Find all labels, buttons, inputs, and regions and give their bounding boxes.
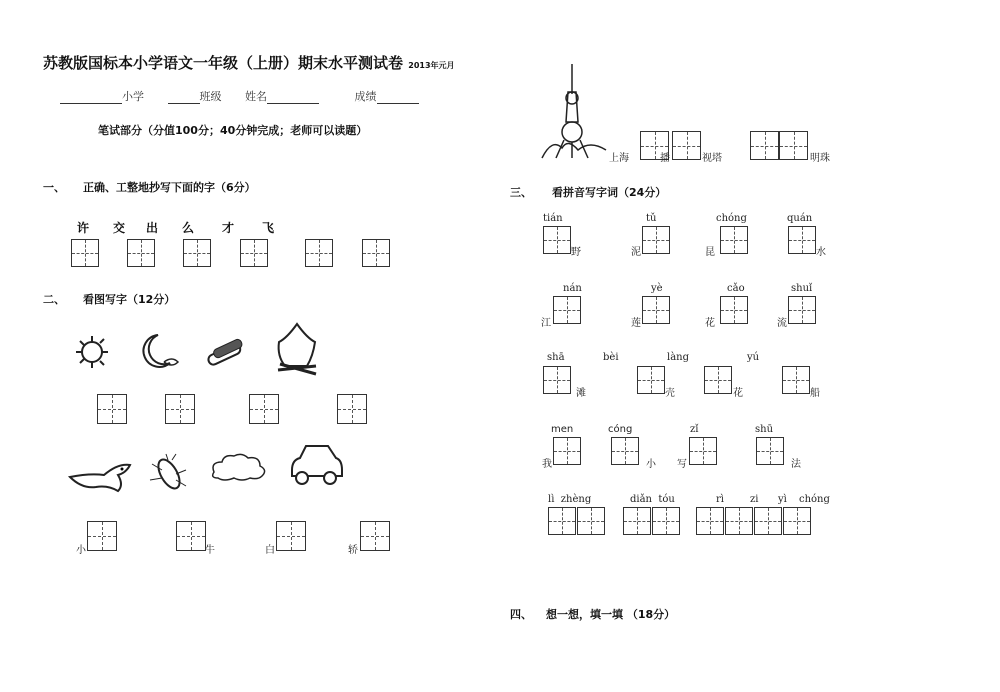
writing-grid[interactable]: [788, 296, 816, 324]
writing-grid[interactable]: [696, 507, 724, 535]
insect-picture: [146, 450, 192, 496]
pinyin: cǎo: [727, 283, 745, 294]
pinyin: chóng: [799, 494, 830, 505]
word-char: 小: [76, 545, 86, 556]
section-3-heading: [510, 184, 666, 200]
writing-grid[interactable]: [637, 366, 665, 394]
word-char: 上海: [609, 153, 629, 164]
pinyin: rì: [716, 494, 724, 505]
pinyin: chóng: [716, 213, 747, 224]
writing-grid[interactable]: [127, 239, 155, 267]
writing-grid[interactable]: [611, 437, 639, 465]
word-char: 白: [265, 545, 275, 556]
word-char: 花: [733, 388, 743, 399]
writing-grid[interactable]: [553, 296, 581, 324]
pinyin: bèi: [603, 352, 619, 363]
campfire-picture: [272, 320, 322, 378]
section-1-heading: [43, 179, 256, 195]
writing-grid[interactable]: [87, 521, 117, 551]
pinyin: shā: [547, 352, 565, 363]
word-char: 野: [571, 247, 581, 258]
section-title: 看拼音写字词（24分）: [552, 186, 667, 199]
writing-grid[interactable]: [754, 507, 782, 535]
section-num: 一、: [43, 181, 65, 194]
section-title: 想一想，填一填 （18分）: [546, 608, 676, 621]
word-char: 壳: [665, 388, 675, 399]
writing-grid[interactable]: [165, 394, 195, 424]
pinyin: yì: [778, 494, 787, 505]
writing-grid[interactable]: [720, 296, 748, 324]
writing-grid[interactable]: [725, 507, 753, 535]
section-2-heading: [43, 291, 175, 307]
pinyin: yú: [747, 352, 760, 363]
word-char: 莲: [631, 318, 641, 329]
writing-grid[interactable]: [788, 226, 816, 254]
word-char: 写: [677, 459, 687, 470]
pinyin: men: [551, 424, 574, 435]
exam-title: [43, 52, 455, 73]
word-char: 滩: [576, 388, 586, 399]
school-label: 小学: [122, 90, 144, 103]
pinyin: làng: [667, 352, 690, 363]
writing-grid[interactable]: [652, 507, 680, 535]
word-char: 流: [777, 318, 787, 329]
pinyin: lì zhèng: [548, 494, 592, 505]
pinyin: nán: [563, 283, 582, 294]
class-blank[interactable]: [168, 93, 200, 104]
pinyin: zǐ: [690, 424, 699, 435]
writing-grid[interactable]: [249, 394, 279, 424]
section-title: 正确、工整地抄写下面的字（6分）: [83, 181, 256, 194]
cloud-picture: [208, 452, 270, 482]
school-blank[interactable]: [60, 93, 122, 104]
section-num: 二、: [43, 293, 65, 306]
writing-grid[interactable]: [183, 239, 211, 267]
word-char: 我: [542, 459, 552, 470]
score-label: 成绩: [354, 90, 377, 103]
title-text: 苏教版国标本小学语文一年级（上册）期末水平测试卷: [43, 54, 404, 72]
writing-grid[interactable]: [71, 239, 99, 267]
word-char: 泥: [631, 247, 641, 258]
writing-grid[interactable]: [782, 366, 810, 394]
car-picture: [288, 440, 344, 488]
exam-date: 2013年元月: [408, 61, 455, 70]
writing-grid[interactable]: [704, 366, 732, 394]
pinyin: cóng: [608, 424, 633, 435]
pinyin: shuǐ: [791, 283, 813, 294]
writing-grid[interactable]: [543, 226, 571, 254]
pinyin: yè: [651, 283, 663, 294]
section-4-heading: [510, 606, 675, 622]
writing-grid[interactable]: [642, 226, 670, 254]
word-char: 水: [816, 247, 826, 258]
writing-grid[interactable]: [623, 507, 651, 535]
writing-grid[interactable]: [548, 507, 576, 535]
writing-grid[interactable]: [362, 239, 390, 267]
word-char: 花: [705, 318, 715, 329]
word-char: 江: [541, 318, 551, 329]
name-blank[interactable]: [267, 93, 319, 104]
writing-grid[interactable]: [672, 131, 701, 160]
pinyin: zi: [750, 494, 759, 505]
word-char: 轿: [348, 545, 358, 556]
bird-picture: [66, 455, 134, 495]
copy-char: 才: [222, 221, 235, 235]
copy-char: 交: [113, 221, 126, 235]
class-label: 班级: [199, 90, 222, 103]
copy-char: 么: [182, 221, 195, 235]
pinyin: diǎn tóu: [630, 494, 675, 505]
writing-grid[interactable]: [337, 394, 367, 424]
name-label: 姓名: [245, 90, 267, 103]
writing-grid[interactable]: [305, 239, 333, 267]
word-char: 牛: [205, 545, 215, 556]
writing-grid[interactable]: [783, 507, 811, 535]
writing-grid[interactable]: [97, 394, 127, 424]
writing-grid[interactable]: [240, 239, 268, 267]
section-num: 三、: [510, 186, 532, 199]
word-char: 明珠: [810, 153, 830, 164]
writing-grid[interactable]: [543, 366, 571, 394]
writing-grid[interactable]: [756, 437, 784, 465]
pinyin: tián: [543, 213, 563, 224]
writing-grid[interactable]: [577, 507, 605, 535]
sun-picture: [72, 333, 112, 371]
pinyin: quán: [787, 213, 813, 224]
writing-grid[interactable]: [553, 437, 581, 465]
copy-char: 出: [146, 221, 159, 235]
word-char: 视塔: [702, 153, 722, 164]
student-info: [60, 88, 419, 104]
tv-tower-picture: [538, 62, 610, 162]
word-char: 小: [646, 459, 656, 470]
writing-grid[interactable]: [176, 521, 206, 551]
section-title: 看图写字（12分）: [83, 293, 176, 306]
pinyin: shū: [755, 424, 774, 435]
copy-char: 许: [77, 221, 90, 235]
writing-grid[interactable]: [642, 296, 670, 324]
writing-grid[interactable]: [779, 131, 808, 160]
word-char: 昆: [705, 247, 715, 258]
pinyin: tǔ: [646, 213, 657, 224]
moon-picture: [136, 332, 182, 370]
firewood-picture: [203, 334, 249, 370]
score-blank[interactable]: [377, 93, 419, 104]
word-char: 播: [660, 153, 670, 164]
writing-grid[interactable]: [360, 521, 390, 551]
writing-grid[interactable]: [689, 437, 717, 465]
copy-char: 飞: [262, 221, 275, 235]
writing-grid[interactable]: [750, 131, 779, 160]
section-num: 四、: [510, 608, 532, 621]
word-char: 船: [810, 388, 820, 399]
writing-grid[interactable]: [720, 226, 748, 254]
word-char: 法: [791, 459, 801, 470]
subtitle: 笔试部分（分值100分；40分钟完成；老师可以读题）: [98, 124, 368, 137]
writing-grid[interactable]: [276, 521, 306, 551]
